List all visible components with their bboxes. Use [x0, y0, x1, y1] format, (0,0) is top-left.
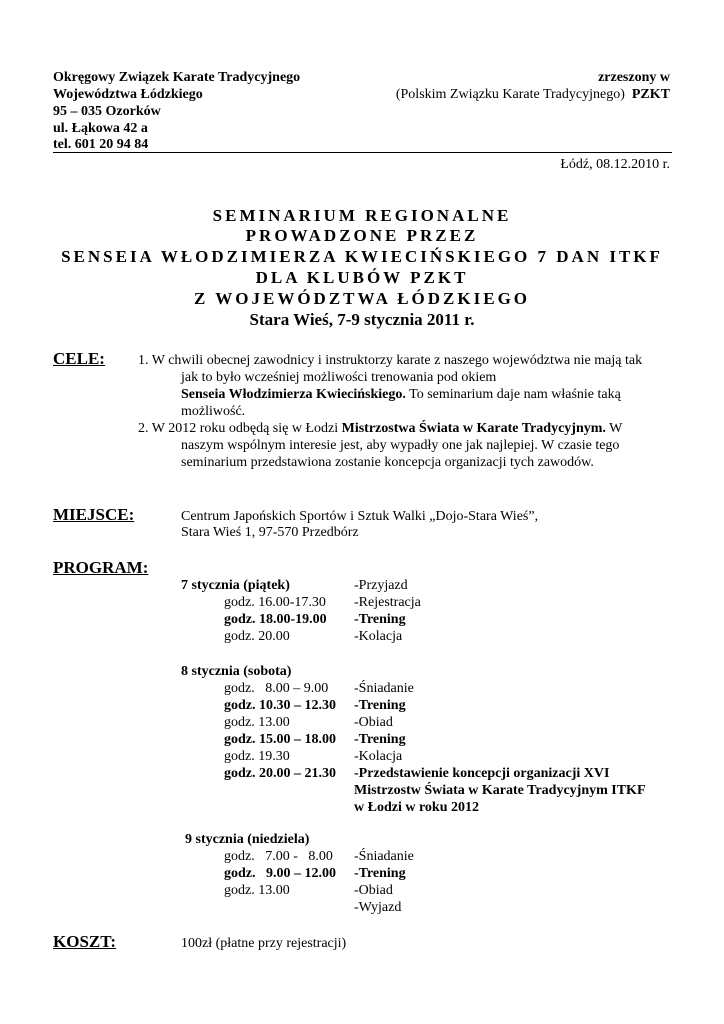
cele-item-2-line-2: naszym wspólnym interesie jest, aby wypadły one jak najlepiej. W czasie tego [181, 438, 620, 453]
org-name: Okręgowy Związek Karate Tradycyjnego [53, 70, 301, 85]
day-1-time-3: godz. 20.00 [224, 629, 290, 644]
program-label: PROGRAM: [53, 558, 149, 577]
championship-name: Mistrzostwa Świata w Karate Tradycyjnym. [341, 421, 606, 436]
day-3-event-2: -Trening [354, 866, 406, 881]
day-1-event-1: -Rejestracja [354, 595, 421, 610]
day-2-time-6: godz. 20.00 – 21.30 [224, 766, 336, 781]
sensei-name: Senseia Włodzimierza Kwiecińskiego. [181, 387, 406, 402]
title-line-3: SENSEIA WŁODZIMIERZA KWIECIŃSKIEGO 7 DAN ITKF [61, 247, 663, 266]
koszt-value: 100zł (płatne przy rejestracji) [181, 936, 347, 951]
day-1-title: 7 stycznia (piątek) [181, 578, 290, 593]
document-subtitle: Stara Wieś, 7-9 stycznia 2011 r. [249, 310, 475, 329]
cele-item-1-line-4: możliwość. [181, 404, 246, 419]
cele-label: CELE: [53, 349, 105, 368]
day-3-title: 9 stycznia (niedziela) [185, 832, 310, 847]
title-line-4: DLA KLUBÓW PZKT [255, 268, 469, 287]
cele-item-2-line-3: seminarium przedstawiona zostanie koncepcja organizacji tych zawodów. [181, 455, 594, 470]
org-postal: 95 – 035 Ozorków [53, 104, 161, 119]
day-3-time-2: godz. 9.00 – 12.00 [224, 866, 336, 881]
miejsce-line-2: Stara Wieś 1, 97-570 Przedbórz [181, 525, 359, 540]
day-2-time-4: godz. 15.00 – 18.00 [224, 732, 336, 747]
org-region: Województwa Łódzkiego [53, 87, 203, 102]
member-abbr: PZKT [631, 87, 670, 102]
day-3-event-3: -Obiad [354, 883, 393, 898]
day-3-time-3: godz. 13.00 [224, 883, 290, 898]
member-association: (Polskim Związku Karate Tradycyjnego) [395, 87, 625, 102]
cele-item-2-pre: 2. W 2012 roku odbędą się w Łodzi [138, 421, 342, 436]
miejsce-line-1: Centrum Japońskich Sportów i Sztuk Walki „Dojo-Stara Wieś”, [181, 509, 539, 524]
cele-item-1-line-1: 1. W chwili obecnej zawodnicy i instruktorzy karate z naszego województwa nie mają tak [138, 353, 643, 368]
day-1-event-3: -Kolacja [354, 629, 403, 644]
cele-item-1-line-3 [181, 386, 621, 403]
day-2-event-6-cont-2: w Łodzi w roku 2012 [354, 800, 479, 815]
title-line-2: PROWADZONE PRZEZ [245, 226, 479, 245]
member-line-1: zrzeszony w [598, 70, 670, 85]
cele-item-2-post: W [605, 421, 623, 436]
day-2-event-6-cont-1: Mistrzostw Świata w Karate Tradycyjnym ITKF [354, 783, 646, 798]
day-1-event-2: -Trening [354, 612, 406, 627]
date-line: Łódź, 08.12.2010 r. [560, 157, 670, 172]
day-2-event-5: -Kolacja [354, 749, 403, 764]
org-street: ul. Łąkowa 42 a [53, 121, 148, 136]
miejsce-label: MIEJSCE: [53, 505, 135, 524]
title-line-5: Z WOJEWÓDZTWA ŁÓDZKIEGO [193, 289, 531, 308]
koszt-label: KOSZT: [53, 932, 116, 951]
day-2-time-1: godz. 8.00 – 9.00 [224, 681, 329, 696]
day-3-event-1: -Śniadanie [354, 849, 414, 864]
day-2-event-1: -Śniadanie [354, 681, 414, 696]
day-2-title: 8 stycznia (sobota) [181, 664, 292, 679]
day-1-time-2: godz. 18.00-19.00 [224, 612, 327, 627]
day-2-event-3: -Obiad [354, 715, 393, 730]
title-line-1: SEMINARIUM REGIONALNE [212, 206, 512, 225]
org-phone: tel. 601 20 94 84 [53, 137, 149, 152]
header-divider [53, 152, 672, 153]
day-3-event-4: -Wyjazd [354, 900, 402, 915]
day-1-time-1: godz. 16.00-17.30 [224, 595, 326, 610]
cele-item-1-line-2: jak to było wcześniej możliwości trenowania pod okiem [181, 370, 497, 385]
day-2-event-6: -Przedstawienie koncepcji organizacji XVI [354, 766, 610, 781]
day-3-time-1: godz. 7.00 - 8.00 [224, 849, 333, 864]
day-2-time-5: godz. 19.30 [224, 749, 290, 764]
cele-item-2-line-1 [138, 420, 622, 437]
day-1-arrival: -Przyjazd [354, 578, 408, 593]
day-2-event-2: -Trening [354, 698, 406, 713]
cele-item-1-line-3-rest: To seminarium daje nam właśnie taką [405, 387, 621, 402]
day-2-time-3: godz. 13.00 [224, 715, 290, 730]
day-2-event-4: -Trening [354, 732, 406, 747]
day-2-time-2: godz. 10.30 – 12.30 [224, 698, 336, 713]
member-line-2 [396, 86, 670, 103]
